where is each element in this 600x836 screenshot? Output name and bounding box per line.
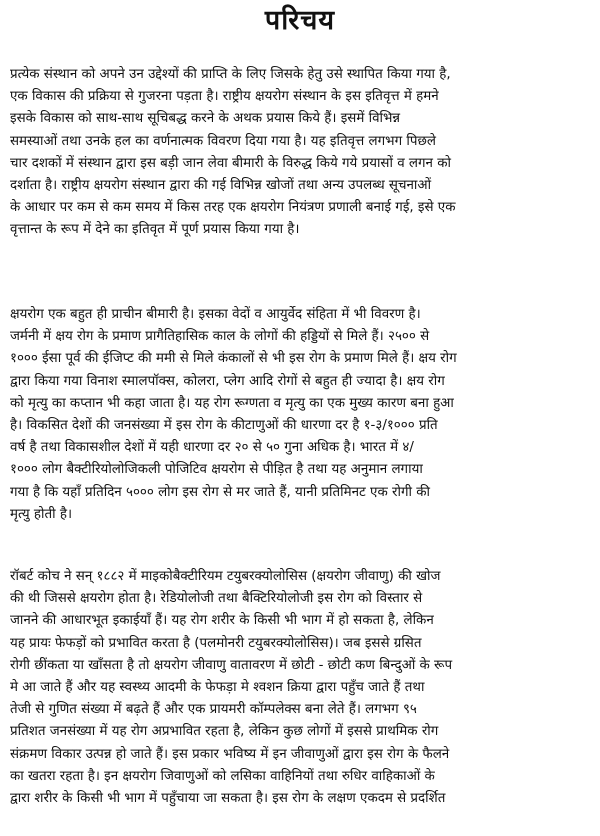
paragraph-history <box>10 304 588 526</box>
text-line: की थी जिससे क्षयरोग होता है। रेडियोलोजी तथा बैक्टिरियोलोजी इस रोग को विस्तार से <box>10 591 423 607</box>
text-line: का खतरा रहता है। इन क्षयरोग जिवाणुओं को लसिका वाहिनियों तथा रुधिर वाहिकाओं के <box>10 768 435 784</box>
text-line: १००० लोग बैक्टीरियोलोजिकली पोजिटिव क्षयरोग से पीड़ित है तथा यह अनुमान लगाया <box>10 462 423 478</box>
text-line: क्षयरोग एक बहुत ही प्राचीन बीमारी है। इसका वेदों व आयुर्वेद संहिता में भी विवरण है। <box>10 307 421 322</box>
text-line: को मृत्यु का कप्तान भी कहा जाता है। यह रोग रूग्णता व मृत्यु का एक मुख्य कारण बना हुआ <box>10 395 454 411</box>
text-line: जर्मनी में क्षय रोग के प्रमाण प्रागैतिहासिक काल के लोगों की हड्डियों से मिले हैं। २५०० से <box>10 329 430 345</box>
text-line: गया है कि यहाँ प्रतिदिन ५००० लोग इस रोग से मर जाते हैं, यानी प्रतिमिनट एक रोगी की <box>10 484 430 500</box>
text-line: है। विकसित देशों की जनसंख्या में इस रोग के कीटाणुओं की धारणा दर है १-३/१००० प्रति <box>10 418 438 434</box>
text-line: जानने की आधारभूत इकाईयाँ हैं। यह रोग शरीर के किसी भी भाग में हो सकता है, लेकिन <box>10 613 434 629</box>
text-line: १००० ईसा पूर्व की ईजिप्ट की ममी से मिले कंकालों से भी इस रोग के प्रमाण मिले हैं। क्षय रोग <box>10 351 457 367</box>
text-line: वर्ष है तथा विकासशील देशों में यही धारणा दर २० से ५० गुना अधिक है। भारत में ४/ <box>10 440 414 456</box>
text-line: समस्याओं तथा उनके हल का वर्णनात्मक विवरण दिया गया है। यह इतिवृत्त लगभग पिछले <box>10 133 436 149</box>
text-line: दर्शाता है। राष्ट्रीय क्षयरोग संस्थान द्वारा की गई विभिन्न खोजों तथा अन्य उपलब्ध सूचनाओं <box>10 178 432 194</box>
text-line: वृत्तान्त के रूप में देने का इतिवृत में पूर्ण प्रयास किया गया है। <box>10 222 300 238</box>
paragraph-intro <box>10 64 588 242</box>
text-line: रॉबर्ट कोच ने सन् १८८२ में माइकोबैक्टीरियम टयुबरक्योलोसिस (क्षयरोग जीवाणु) की खोज <box>10 569 441 584</box>
text-line: चार दशकों में संस्थान द्वारा इस बड़ी जान लेवा बीमारी के विरुद्ध किये गये प्रयासों व लगन को <box>10 155 451 171</box>
text-line: संक्रमण विकार उत्पन्न हो जाते हैं। इस प्रकार भविष्य में इन जीवाणुओं द्वारा इस रोग के फैलने <box>10 746 450 762</box>
paragraph-discovery <box>10 566 588 810</box>
text-line: द्वारा किया गया विनाश स्मालपॉक्स, कोलरा, प्लेग आदि रोगों से बहुत ही ज्यादा है। क्षय रोग <box>10 373 445 389</box>
text-line: के आधार पर कम से कम समय में किस तरह एक क्षयरोग नियंत्रण प्रणाली बनाई गई, इसे एक <box>10 200 456 216</box>
text-line: द्वारा शरीर के किसी भी भाग में पहुँचाया जा सकता है। इस रोग के लक्षण एकदम से प्रदर्शित <box>10 791 446 807</box>
text-line: प्रत्येक संस्थान को अपने उन उद्देश्यों की प्राप्ति के लिए जिसके हेतु उसे स्थापित किया गया है, <box>10 67 451 82</box>
text-line: मृत्यु होती है। <box>10 506 73 522</box>
text-line: रोगी छींकता या खाँसता है तो क्षयरोग जीवाणु वातावरण में छोटी - छोटी कण बिन्दुओं के रूप <box>10 657 453 673</box>
text-line: एक विकास की प्रक्रिया से गुजरना पड़ता है। राष्ट्रीय क्षयरोग संस्थान के इस इतिवृत्त में हमने <box>10 89 439 105</box>
text-line: मे आ जाते हैं और यह स्वस्थ्य आदमी के फेफड़ा मे श्वशन क्रिया द्वारा पहुँच जाते हैं तथा <box>10 680 425 696</box>
text-line: प्रतिशत जनसंख्या में यह रोग अप्रभावित रहता है, लेकिन कुछ लोगों में इससे प्राथमिक रोग <box>10 724 439 740</box>
page-title: परिचय <box>264 5 336 36</box>
text-line: यह प्रायः फेफड़ों को प्रभावित करता है (पलमोनरी टयुबरक्योलोसिस)। जब इससे ग्रसित <box>10 635 422 651</box>
text-line: तेजी से गुणित संख्या में बढ़ते हैं और एक प्रायमरी कॉम्पलेक्स बना लेते हैं। लगभग ९५ <box>10 702 417 718</box>
text-line: इसके विकास को साथ-साथ सूचिबद्ध करने के अथक प्रयास किये हैं। इसमें विभिन्न <box>10 111 401 127</box>
